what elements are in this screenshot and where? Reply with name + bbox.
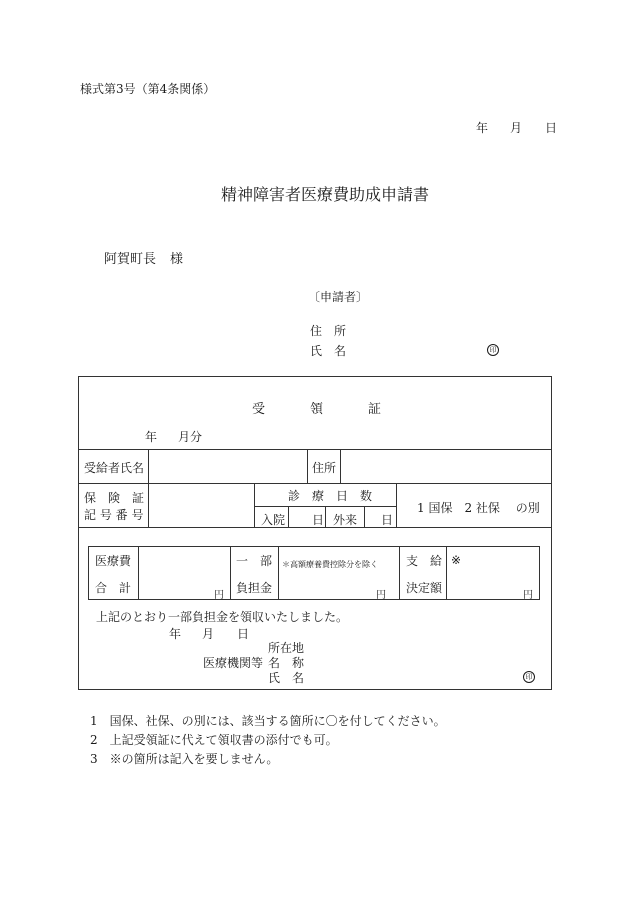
divider-line: [288, 506, 289, 527]
divider-line: [396, 483, 397, 527]
outpatient-day-unit: 日: [381, 513, 394, 527]
divider-line: [325, 506, 326, 527]
divider-line: [307, 449, 308, 483]
insurance-label-line-1: 保 険 証: [84, 491, 145, 505]
insurance-label-line-2: 記 号 番 号: [84, 508, 144, 522]
applicant-address-label: 住 所: [310, 324, 347, 338]
institution-label: 医療機関等: [203, 656, 264, 670]
divider-line: [78, 483, 552, 484]
divider-line: [278, 546, 279, 600]
institution-location-label: 所在地: [268, 641, 305, 655]
outpatient-label: 外来: [333, 513, 358, 527]
divider-line: [446, 546, 447, 600]
date-month-label: 月: [510, 121, 523, 135]
divider-line: [340, 449, 341, 483]
copay-note: ＊高額療養費控除分を除く: [282, 560, 378, 569]
addressee-name: 阿賀町長: [104, 252, 157, 267]
medical-cost-label-2: 合 計: [95, 581, 132, 595]
receipt-period-month: 月分: [178, 430, 203, 444]
divider-line: [148, 449, 149, 527]
addressee-honorific: 様: [170, 252, 184, 267]
applicant-seal-icon: 印: [487, 344, 499, 356]
insurance-type-label: 1 国保 2 社保 の別: [417, 501, 540, 515]
receipt-title-char-2: 領: [310, 402, 324, 417]
copay-label-1: 一 部: [236, 554, 273, 568]
divider-line: [78, 449, 552, 450]
institution-person-label: 氏 名: [268, 671, 305, 685]
address-label: 住所: [312, 461, 337, 475]
received-statement: 上記のとおり一部負担金を領収いたしました。: [96, 610, 349, 624]
applicant-name-label: 氏 名: [310, 344, 347, 358]
cost-table: [88, 546, 540, 600]
form-number: 様式第3号（第4条関係）: [80, 82, 216, 96]
copay-label-2: 負担金: [236, 581, 273, 595]
recipient-name-label: 受給者氏名: [84, 461, 145, 475]
inpatient-label: 入院: [261, 513, 286, 527]
medical-cost-label-1: 医療費: [95, 554, 132, 568]
divider-line: [138, 546, 139, 600]
institution-seal-icon: 印: [523, 671, 535, 683]
receipt-form-box: [78, 376, 552, 690]
receipt-title-char-3: 証: [368, 402, 382, 417]
divider-line: [78, 527, 552, 528]
office-use-mark: ※: [451, 553, 462, 567]
note-line: 3 ※の箇所は記入を要しません。: [90, 752, 279, 766]
medical-cost-yen: 円: [214, 590, 224, 601]
institution-name-label: 名 称: [268, 656, 305, 670]
date-year-label: 年: [476, 121, 489, 135]
receipt-date-day: 日: [237, 627, 250, 641]
divider-line: [364, 506, 365, 527]
receipt-period-year: 年: [145, 430, 158, 444]
inpatient-day-unit: 日: [312, 513, 325, 527]
receipt-date-month: 月: [202, 627, 215, 641]
payment-yen: 円: [523, 590, 533, 601]
applicant-heading: 〔申請者〕: [308, 290, 369, 304]
treatment-days-label: 診 療 日 数: [288, 489, 373, 503]
divider-line: [399, 546, 400, 600]
document-title: 精神障害者医療費助成申請書: [220, 185, 429, 204]
receipt-title-char-1: 受: [252, 402, 266, 417]
divider-line: [254, 483, 255, 527]
divider-line: [230, 546, 231, 600]
date-day-label: 日: [545, 121, 558, 135]
copay-yen: 円: [376, 590, 386, 601]
receipt-date-year: 年: [169, 627, 182, 641]
note-line: 1 国保、社保、の別には、該当する箇所に〇を付してください。: [90, 714, 446, 728]
payment-label-1: 支 給: [406, 554, 443, 568]
payment-label-2: 決定額: [406, 581, 443, 595]
note-line: 2 上記受領証に代えて領収書の添付でも可。: [90, 733, 338, 747]
